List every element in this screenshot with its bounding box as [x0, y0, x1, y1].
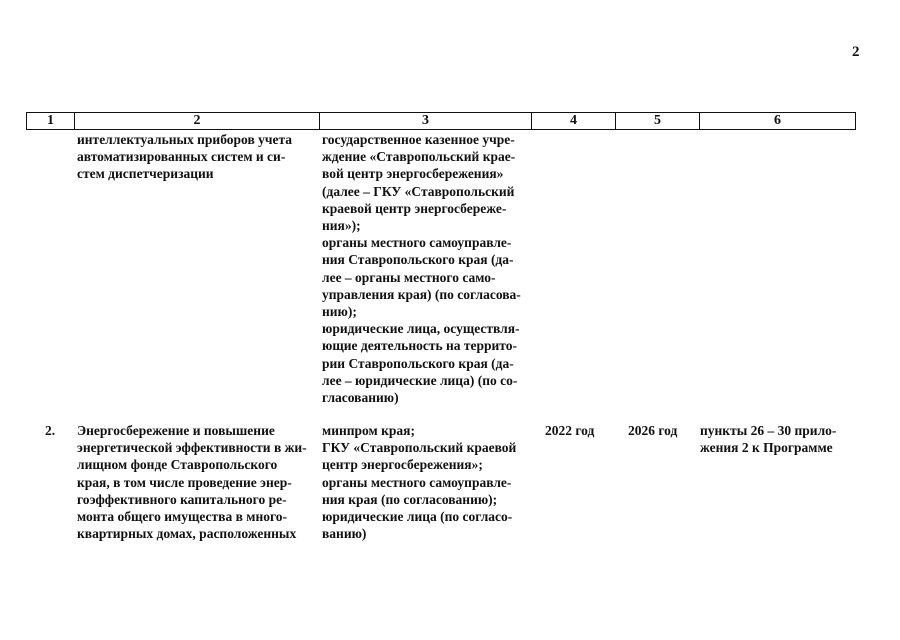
row-2-end-year: 2026 год: [628, 423, 678, 438]
text-line: юридические лица, осуществля-: [322, 321, 520, 337]
text-line: центр энергосбережения»;: [322, 457, 483, 473]
text-line: ждение «Ставропольский крае-: [322, 149, 516, 165]
text-line: Энергосбережение и повышение: [77, 423, 275, 438]
text-line: ния Ставропольского края (да-: [322, 252, 514, 268]
text-line: лее – органы местного само-: [322, 269, 496, 285]
column-header-4: 4: [532, 113, 616, 129]
table-header-row: [26, 112, 856, 130]
column-header-1: 1: [27, 113, 75, 129]
text-line: рии Ставропольского края (да-: [322, 355, 514, 371]
text-line: пункты 26 – 30 прило-: [700, 423, 837, 438]
text-line: юридические лица (по согласо-: [322, 509, 513, 525]
text-line: энергетической эффективности в жи-: [77, 440, 307, 456]
column-header-2: 2: [75, 113, 320, 129]
text-line: гоэффективного капитального ре-: [77, 491, 287, 507]
column-header-3: 3: [320, 113, 532, 129]
text-line: квартирных домах, расположенных: [77, 526, 297, 542]
text-line: ния»);: [322, 218, 361, 234]
row-number: 2.: [45, 423, 56, 438]
text-line: ющие деятельность на террито-: [322, 338, 518, 354]
text-line: ГКУ «Ставропольский краевой: [322, 440, 517, 456]
text-line: края, в том числе проведение энер-: [77, 474, 292, 490]
row-2-start-year: 2022 год: [545, 423, 595, 438]
text-line: краевой центр энергосбереже-: [322, 200, 507, 216]
text-line: гласованию): [322, 390, 399, 406]
text-line: ванию): [322, 526, 367, 542]
text-line: жения 2 к Программе: [700, 440, 833, 456]
page-number: 2: [852, 44, 860, 60]
text-line: монта общего имущества в много-: [77, 509, 288, 525]
text-line: вой центр энергосбережения»: [322, 166, 504, 182]
text-line: органы местного самоуправле-: [322, 474, 512, 490]
row-2-executors-text: [322, 422, 530, 542]
row-2-measure-text: [77, 422, 317, 542]
text-line: органы местного самоуправле-: [322, 235, 512, 251]
text-line: (далее – ГКУ «Ставропольский: [322, 183, 515, 199]
continued-row-executors-text: [322, 131, 530, 406]
text-line: стем диспетчеризации: [77, 166, 214, 182]
text-line: [77, 131, 317, 148]
column-header-6: 6: [774, 113, 781, 128]
text-line: нию);: [322, 304, 357, 320]
text-line-content: интеллектуальных приборов учета: [77, 132, 293, 147]
text-line: лищном фонде Ставропольского: [77, 457, 278, 473]
text-line: лее – юридические лица) (по со-: [322, 372, 518, 388]
row-2-program-reference: [700, 422, 850, 456]
text-line: автоматизированных систем и си-: [77, 149, 286, 165]
column-header-5: 5: [616, 113, 700, 129]
continued-row-measure-text: [77, 131, 317, 183]
text-line: государственное казенное учре-: [322, 132, 515, 147]
text-line: минпром края;: [322, 423, 415, 438]
text-line: управления края) (по согласова-: [322, 286, 521, 302]
text-line: ния края (по согласованию);: [322, 491, 498, 507]
